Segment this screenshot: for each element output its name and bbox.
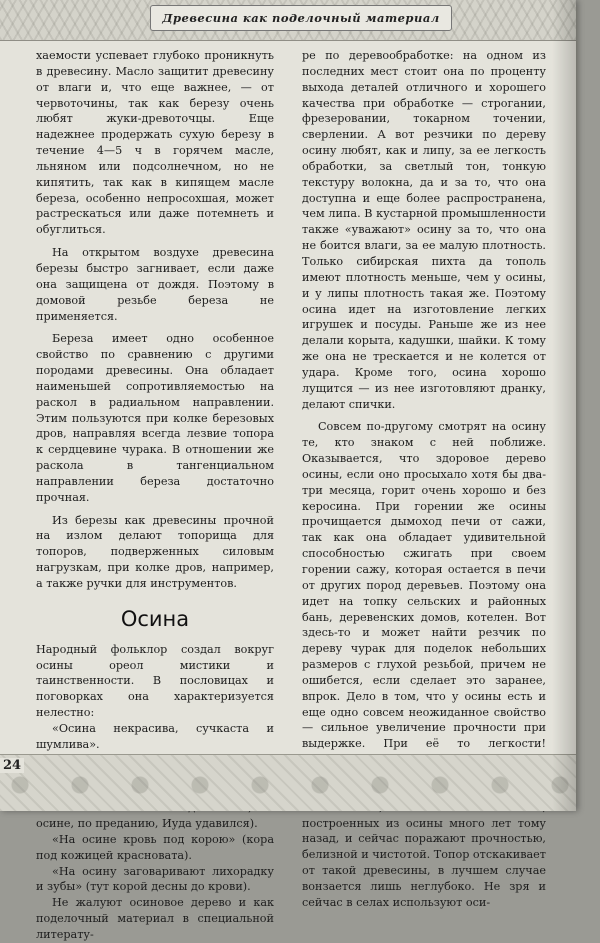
paragraph: хаемости успевает глубоко проникнуть в древесину. Масло защитит древесину от влаги и, что еще важнее, — от червоточины, так как березу очень любят жуки-древоточцы. Еще надежнее продержать сухую березу в течение 4—5 ч в горячем масле, льняном или подсолнечном, но не кипятить, так как в кипящем масле береза, особенно непросохшая, может растрескаться или даже потемнеть и обуглиться. (36, 49, 274, 237)
paragraph: Из березы как древесины прочной на излом делают топорища для топоров, подверженных силовым нагрузкам, при колке дров, например, а также ручки для инструментов. (36, 513, 274, 590)
paragraph: На открытом воздухе древесина березы быстро загнивает, если даже она защищена от дождя. Поэтому в домовой резьбе береза не применяется. (36, 246, 274, 323)
paragraph: ре по деревообработке: на одном из последних мест стоит она по проценту выхода деталей отличного и хорошего качества при обработке — строгании, фрезеровании, токарном точении, сверлении. А вот резчики по дереву осину любят, как и липу, за ее легкость обработки, за светлый тон, тонкую текстуру волокна, да и за то, что она доступна и еще более распространена, чем липа. В кустарной промышленности также «уважают» осину за то, что она не боится влаги, за ее малую плотность. Только сибирская пихта да тополь имеют плотность меньше, чем у осины, и у липы плотность такая же. Поэтому осина идет на изготовление легких игрушек и посуды. Раньше же из нее делали корыта, кадушки, шайки. К тому же она не трескается и не колется от удара. Кроме того, осина хорошо лущится — из нее изготовляют дранку, делают спички. (302, 49, 546, 411)
paragraph: Береза имеет одно особенное свойство по сравнению с другими породами древесины. Она обладает наименьшей сопротивляемостью на раскол в радиальном направлении. Этим пользуются при колке березовых дров, направляя всегда лезвие топора к сердцевине чурака. В отношении же раскола в тангенциальном направлении береза достаточно прочная. (36, 332, 274, 504)
spine-shadow (552, 0, 576, 811)
proverb: «На осине кровь под корою» (кора под кожицей красновата). (36, 832, 274, 862)
bottom-ornament-border (0, 754, 576, 811)
top-ornament-border (0, 0, 576, 41)
page-number: 24 (0, 758, 24, 773)
paragraph: Не жалуют осиновое дерево и как поделочный материал в специальной литерату- (36, 896, 274, 941)
section-heading: Осина (120, 606, 190, 631)
running-header: Древесина как поделочный материал (150, 5, 452, 31)
proverb: «Осина некрасива, сучкаста и шумлива». (36, 721, 274, 751)
paragraph: Совсем по-другому смотрят на осину те, кто знаком с ней поближе. Оказывается, что здоровое дерево осины, если оно просыхало хотя бы два-три месяца, горит очень хорошо и без керосина. При горении же осины прочищается дымоход печи от сажи, так как она обладает удивительной способностью сжигать при своем горении сажу, которая остается в печи от других пород деревьев. Поэтому она идет на топку сельских и районных бань, деревенских домов, котелен. Вот здесь-то и может найти резчик по дереву чурак для поделок небольших размеров с глухой резьбой, причем не ошибется, если сделает это заранее, впрок. Дело в том, что у осины есть и еще одно совсем неожиданное свойство — сильное увеличение прочности при выдержке. При её то легкости! построенных из осины много лет тому назад, и сейчас поражают прочностью, белизной и чистотой. Топор отскакивает от такой древесины, в лучшем случае вонзается лишь неглубоко. Не зря и сейчас в селах используют оси- (302, 420, 546, 909)
proverb: «На осину заговаривают лихорадку и зубы» (тут корой десны до крови). (36, 864, 274, 894)
proverb: осине, по преданию, Иуда удавился). (36, 816, 258, 830)
paragraph: Народный фольклор создал вокруг осины ореол мистики и таинственности. В пословицах и поговорках она характеризуется нелестно: (36, 642, 274, 720)
